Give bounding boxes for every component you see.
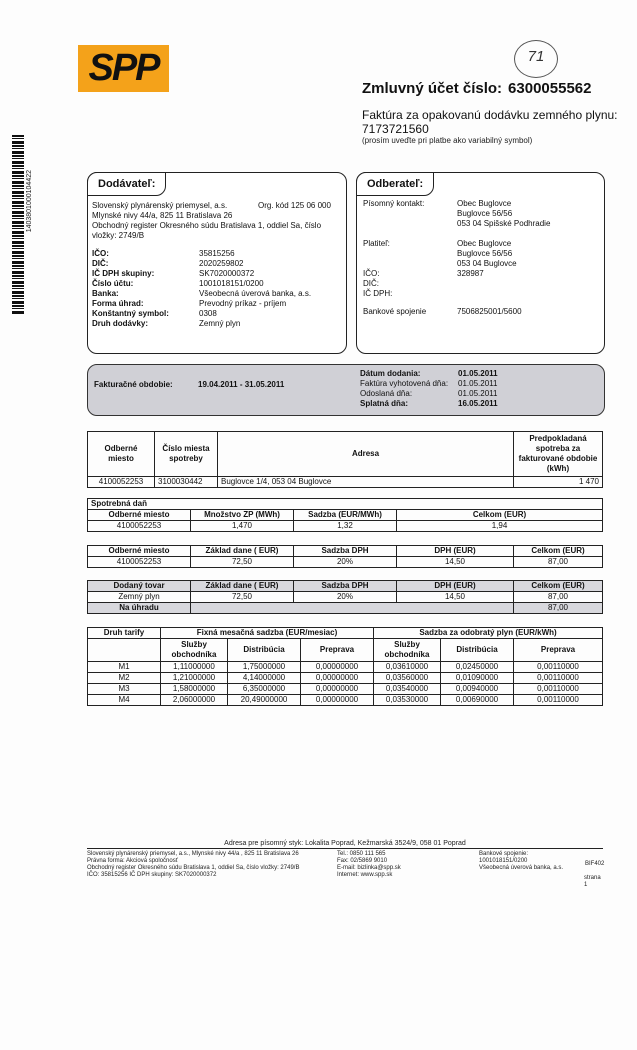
period-date-row [360, 379, 560, 389]
footer-contacts: Tel.: 0850 111 565 Fax: 02/5869 9010 E-mail: bizlinka@spp.sk Internet: www.spp.sk [337, 851, 401, 878]
field-value: Všeobecná úverová banka, a.s. [199, 289, 312, 298]
field-value: 2020259802 [199, 259, 244, 268]
field-label: Konštantný symbol: [92, 309, 169, 318]
vat-table [87, 545, 603, 568]
period-date-row [360, 389, 560, 399]
handwritten-number-stamp: 71 [514, 40, 558, 78]
field-label: Druh dodávky: [92, 319, 149, 328]
spp-logo: SPP [78, 45, 169, 92]
table-header-row: Odberné miesto Základ dane ( EUR) Sadzba DPH DPH (EUR) Celkom (EUR) [88, 546, 603, 557]
table-header-row: Druh tarify Fixná mesačná sadzba (EUR/mesiac) Sadzba za odobratý plyn (EUR/kWh) [88, 628, 603, 639]
table-header-row: Odberné miesto Množstvo ZP (MWh) Sadzba (EUR/MWh) Celkom (EUR) [88, 510, 603, 521]
barcode-text: 1403801000104422 [26, 170, 33, 233]
date-value: 16.05.2011 [458, 399, 498, 408]
table-row: 4100052253 72,50 20% 14,50 87,00 [88, 557, 603, 568]
table-header-row: Dodaný tovar Základ dane ( EUR) Sadzba DPH DPH (EUR) Celkom (EUR) [88, 581, 603, 592]
goods-table [87, 580, 603, 614]
supplier-field-row [92, 269, 342, 279]
barcode [12, 135, 24, 315]
table-row: M2 1,21000000 4,14000000 0,00000000 0,03560000 0,01090000 0,00110000 [88, 673, 603, 684]
tariff-table [87, 627, 603, 706]
table-row: 4100052253 3100030442 Buglovce 1/4, 053 04 Buglovce 1 470 [88, 477, 603, 488]
table-row: M4 2,06000000 20,49000000 0,00000000 0,03530000 0,00690000 0,00110000 [88, 695, 603, 706]
date-label: Faktúra vyhotovená dňa: [360, 379, 449, 388]
field-label: Forma úhrad: [92, 299, 144, 308]
account-number: 6300055562 [508, 80, 592, 97]
date-value: 01.05.2011 [458, 379, 498, 388]
consumption-table [87, 431, 603, 488]
supplier-field-row [92, 249, 342, 259]
supplier-field-row [92, 319, 342, 329]
date-value: 01.05.2011 [458, 389, 498, 398]
supplier-fields [92, 249, 342, 329]
tariff-rows [88, 662, 603, 706]
account-title: Zmluvný účet číslo: 6300055562 [362, 80, 592, 97]
period-dates [360, 369, 560, 409]
excise-tax-table [87, 498, 603, 532]
field-value: Prevodný príkaz - príjem [199, 299, 287, 308]
supplier-field-row [92, 279, 342, 289]
period-date-row [360, 399, 560, 409]
total-row: Na úhradu 87,00 [88, 603, 603, 614]
date-value: 01.05.2011 [458, 369, 498, 378]
field-label: IČO: [92, 249, 109, 258]
table-row: Zemný plyn 72,50 20% 14,50 87,00 [88, 592, 603, 603]
invoice-number: 7173721560 [362, 122, 429, 136]
footer-company: Slovenský plynárenský priemysel, a.s., Mlynské nivy 44/a , 825 11 Bratislava 26 Právna forma: Akciová spoločnosť Obchodný register Okresného súdu Bratislava 1, oddiel Sa, číslo vložky: 2749/B IČO: 35815256 IČ DPH skupiny: SK7020000372 [87, 851, 300, 878]
field-value: Zemný plyn [199, 319, 241, 328]
footer-bank: Bankové spojenie: 1001018151/0200 Všeobecná úverová banka, a.s. [479, 851, 564, 871]
field-label: Číslo účtu: [92, 279, 134, 288]
supplier-field-row [92, 289, 342, 299]
customer-title: Odberateľ: [356, 172, 434, 196]
footer: Adresa pre písomný styk: Lokalita Poprad, Kežmarská 3524/9, 058 01 Poprad Slovenský plynárenský priemysel, a.s., Mlynské nivy 44/a , 825 11 Bratislava 26 Právna forma: Akciová spoločnosť Obchodný register Okresného súdu Bratislava 1, oddiel Sa, číslo vložky: 2749/B IČO: 35815256 IČ DPH skupiny: SK7020000372 Tel.: 0850 111 565 Fax: 02/5869 9010 E-mail: bizlinka@spp.sk Internet: www.spp.sk Bankové spojenie: 1001018151/0200 Všeobecná úverová banka, a.s. BIF402 strana 1 [87, 840, 605, 888]
field-label: IČ DPH skupiny: [92, 269, 155, 278]
field-value: 35815256 [199, 249, 235, 258]
table-row: M1 1,11000000 1,75000000 0,00000000 0,03610000 0,02450000 0,00110000 [88, 662, 603, 673]
table-subheader-row: Služby obchodníka Distribúcia Preprava Služby obchodníka Distribúcia Preprava [88, 639, 603, 662]
table-header-row: Odberné miesto Číslo miesta spotreby Adresa Predpokladaná spotreba za fakturované obdobie (kWh) [88, 432, 603, 477]
period-date-row [360, 369, 560, 379]
customer-box: Odberateľ: Písomný kontakt: Obec Buglovce Buglovce 56/56 053 04 Spišské Podhradie Platiteľ: Obec Buglovce Buglovce 56/56 053 04 Buglovce IČO: 328987 DIČ: IČ DPH: Bankové spojenie 7506825001/5600 [356, 172, 605, 354]
excise-title: Spotrebná daň [88, 499, 603, 510]
invoice-subtitle: Faktúra za opakovanú dodávku zemného plynu: 7173721560 [362, 108, 622, 136]
supplier-field-row [92, 259, 342, 269]
table-row: 4100052253 1,470 1,32 1,94 [88, 521, 603, 532]
table-row: M3 1,58000000 6,35000000 0,00000000 0,03540000 0,00940000 0,00110000 [88, 684, 603, 695]
supplier-field-row [92, 299, 342, 309]
field-label: Banka: [92, 289, 119, 298]
field-label: DIČ: [92, 259, 109, 268]
supplier-title: Dodávateľ: [87, 172, 166, 196]
supplier-box: Dodávateľ: Slovenský plynárenský priemysel, a.s. Org. kód 125 06 000 Mlynské nivy 44/a, 825 11 Bratislava 26 Obchodný register Okresného súdu Bratislava 1, oddiel Sa, číslo vložky: 2749/B IČO: 35815256 DIČ: 2020259802 IČ DPH skupiny: SK7020000372 Číslo účtu: 1001018151/0200 Banka: Všeobecná úverová banka, a.s. Forma úhrad: Prevodný príkaz - príjem Konštantný symbol: 0308 Druh dodávky: Zemný plyn [87, 172, 347, 354]
field-value: 0308 [199, 309, 217, 318]
billing-period-box: Fakturačné obdobie: 19.04.2011 - 31.05.2011 Dátum dodania: 01.05.2011 Faktúra vyhotovená dňa: 01.05.2011 Odoslaná dňa: 01.05.2011 Splatná dňa: 16.05.2011 [87, 364, 605, 416]
invoice-note: (prosím uveďte pri platbe ako variabilný symbol) [362, 136, 533, 145]
date-label: Odoslaná dňa: [360, 389, 413, 398]
field-value: SK7020000372 [199, 269, 255, 278]
date-label: Splatná dňa: [360, 399, 409, 408]
field-value: 1001018151/0200 [199, 279, 264, 288]
date-label: Dátum dodania: [360, 369, 421, 378]
supplier-field-row [92, 309, 342, 319]
